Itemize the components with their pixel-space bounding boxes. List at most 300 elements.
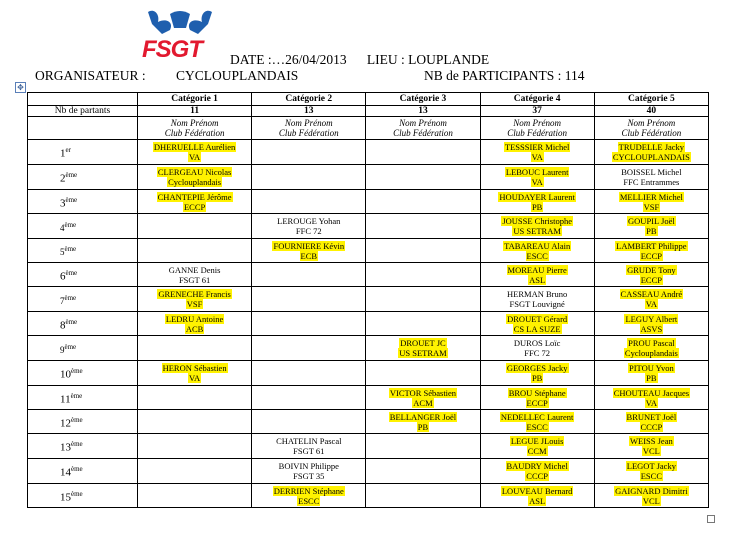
rider-cell (138, 386, 252, 410)
rider-cell (138, 459, 252, 484)
rider-club-text: VA (531, 152, 543, 162)
rider-cell (594, 459, 708, 484)
rider-name-text: MOREAU Pierre (507, 264, 567, 275)
rider-name (366, 338, 479, 348)
subheader-line1: Nom Prénom (513, 118, 562, 128)
rider-name (481, 167, 594, 177)
placing-row (28, 312, 709, 336)
rider-club-text: FFC Entrammes (623, 177, 680, 187)
subheader-line1: Nom Prénom (627, 118, 676, 128)
rider-club-text: CYCLOUPLANDAIS (612, 152, 690, 162)
rider-club-text: PB (646, 226, 657, 236)
rider-cell (480, 214, 594, 239)
place-suffix: ème (64, 342, 77, 351)
place-cell (28, 361, 138, 386)
rider-name (595, 241, 708, 251)
subheader-line2: Club Fédération (164, 128, 225, 138)
rider-club-text: ACB (185, 323, 204, 334)
rider-name-text: CHOUTEAU Jacques (613, 387, 690, 398)
rider-club (481, 373, 594, 383)
rider-club (481, 275, 594, 285)
rider-name-text: PROU Pascal (628, 338, 675, 348)
rider-cell (480, 361, 594, 386)
place-suffix: ème (71, 367, 83, 376)
corner-cell (28, 93, 138, 106)
rider-name (595, 412, 708, 422)
rider-club (481, 226, 594, 236)
rider-club-text: FSGT 61 (178, 274, 211, 285)
rider-club-text: Cyclouplandais (168, 177, 222, 187)
rider-cell (594, 165, 708, 190)
rider-name (481, 192, 594, 202)
rider-name-text: BRUNET Joël (626, 411, 677, 422)
rider-name (138, 192, 251, 202)
rider-name (481, 338, 594, 348)
rider-club-text: ESCC (298, 495, 320, 506)
rider-name-text: CHANTEPIE Jérôme (157, 191, 232, 202)
rider-cell (138, 239, 252, 263)
rider-cell (252, 336, 366, 361)
placing-row (28, 214, 709, 239)
rider-club-text: ACM (413, 397, 433, 408)
rider-name-text: DROUET Gérard (507, 313, 568, 324)
rider-cell (594, 361, 708, 386)
rider-cell (366, 361, 480, 386)
place-cell (28, 263, 138, 287)
rider-cell (138, 484, 252, 508)
rider-cell (480, 287, 594, 312)
rider-cell (366, 312, 480, 336)
place-suffix: ème (65, 317, 78, 326)
place-number: 8 (60, 319, 66, 332)
category-3-header: Catégorie 3 (366, 93, 480, 106)
placing-row (28, 190, 709, 214)
placing-row (28, 434, 709, 459)
rider-club (595, 348, 708, 358)
rider-cell (594, 239, 708, 263)
rider-cell (252, 287, 366, 312)
placing-row (28, 484, 709, 508)
rider-name (481, 241, 594, 251)
rider-club-text: VSF (643, 201, 660, 212)
place-cell (28, 434, 138, 459)
rider-name-text: TRUDELLE Jacky (618, 142, 685, 152)
rider-name-text: GEORGES Jacky (506, 363, 568, 373)
placing-row (28, 165, 709, 190)
place-cell (28, 459, 138, 484)
place-number: 12 (60, 417, 71, 430)
rider-cell (366, 336, 480, 361)
rider-name-text: LEROUGE Yohan (277, 216, 341, 226)
place-number: 11 (60, 393, 71, 406)
rider-cell (138, 336, 252, 361)
rider-club-text: FSGT 35 (293, 471, 325, 481)
rider-club-text: VA (189, 152, 201, 162)
place-cell (28, 386, 138, 410)
rider-cell (480, 312, 594, 336)
rider-name (481, 289, 594, 299)
rider-club (595, 251, 708, 261)
rider-cell (480, 484, 594, 508)
rider-cell (594, 434, 708, 459)
rider-cell (480, 165, 594, 190)
rider-cell (252, 312, 366, 336)
rider-name-text: BOISSEL Michel (621, 167, 682, 177)
rider-club-text: VA (189, 373, 201, 383)
rider-club (595, 299, 708, 309)
placing-row (28, 410, 709, 434)
place-cell (28, 239, 138, 263)
placing-row (28, 336, 709, 361)
subheader-cat-3 (366, 117, 480, 140)
count-cat-1: 11 (138, 106, 252, 117)
rider-name (252, 216, 365, 226)
rider-club (252, 446, 365, 456)
rider-name-text: CHATELIN Pascal (276, 436, 342, 446)
rider-club (595, 177, 708, 187)
rider-name-text: NEDELLEC Laurent (500, 411, 574, 422)
rider-cell (252, 239, 366, 263)
placing-row (28, 361, 709, 386)
date-location-line: DATE :…26/04/2013 LIEU : LOUPLANDE (230, 52, 490, 67)
table-move-handle-icon[interactable]: ✥ (15, 82, 26, 93)
place-number: 4 (60, 222, 65, 233)
rider-cell (480, 386, 594, 410)
place-suffix: er (65, 146, 71, 155)
rider-cell (480, 190, 594, 214)
category-4-header: Catégorie 4 (480, 93, 594, 106)
count-row (28, 106, 709, 117)
rider-name-text: TABAREAU Alain (504, 240, 571, 251)
rider-name-text: DERRIEN Stéphane (273, 485, 344, 496)
rider-club-text: CCCP (526, 471, 549, 481)
rider-name (138, 167, 251, 177)
subheader-line1: Nom Prénom (399, 118, 447, 128)
rider-club (138, 275, 251, 285)
rider-club (595, 275, 708, 285)
place-cell (28, 484, 138, 508)
rider-club (481, 152, 594, 162)
place-suffix: ème (71, 415, 83, 424)
rider-club-text: PB (417, 421, 429, 432)
rider-name-text: JOUSSE Christophe (502, 216, 572, 226)
place-suffix: ème (64, 245, 77, 253)
fsgt-logo-text: FSGT (142, 36, 202, 63)
rider-name (252, 436, 365, 446)
rider-cell (252, 410, 366, 434)
place-number: 3 (60, 197, 66, 210)
rider-cell (138, 287, 252, 312)
place-cell (28, 165, 138, 190)
rider-club (595, 422, 708, 432)
rider-club (138, 324, 251, 334)
rider-name-text: LEGOT Jacky (626, 461, 676, 471)
rider-club-text: VSF (186, 299, 203, 309)
place-cell (28, 214, 138, 239)
rider-cell (138, 410, 252, 434)
rider-club (481, 299, 594, 309)
rider-name (252, 486, 365, 496)
rider-cell (366, 239, 480, 263)
rider-cell (366, 484, 480, 508)
place-number: 1 (60, 147, 66, 160)
rider-club-text: ECB (300, 250, 318, 261)
place-suffix: ème (70, 391, 83, 400)
rider-name-text: CASSEAU André (620, 289, 683, 299)
rider-name (595, 461, 708, 471)
category-1-header: Catégorie 1 (138, 93, 252, 106)
rider-cell (594, 190, 708, 214)
rider-cell (366, 434, 480, 459)
rider-club (138, 202, 251, 212)
rider-club (252, 496, 365, 506)
rider-club (481, 348, 594, 358)
rider-cell (138, 312, 252, 336)
rider-club (481, 398, 594, 408)
rider-cell (138, 263, 252, 287)
rider-club (366, 348, 479, 358)
rider-name (481, 216, 594, 226)
category-2-header: Catégorie 2 (252, 93, 366, 106)
rider-name-text: GRUDE Tony (627, 264, 676, 275)
place-number: 6 (60, 270, 66, 283)
rider-club-text: ECCP (183, 201, 206, 212)
rider-club (366, 422, 479, 432)
rider-cell (594, 312, 708, 336)
rider-name (595, 363, 708, 373)
subheader-line1: Nom Prénom (284, 118, 333, 128)
subheader-cat-4 (480, 117, 594, 140)
rider-cell (252, 263, 366, 287)
place-suffix: ème (65, 195, 78, 204)
rider-cell (252, 459, 366, 484)
rider-club (138, 152, 251, 162)
rider-name-text: TESSSIER Michel (504, 142, 570, 152)
rider-name (595, 216, 708, 226)
rider-cell (252, 434, 366, 459)
rider-name (252, 241, 365, 251)
results-table (27, 92, 709, 508)
rider-club-text: ASL (529, 274, 546, 285)
rider-cell (480, 410, 594, 434)
rider-name (138, 363, 251, 373)
rider-club (481, 496, 594, 506)
table-resize-handle-icon[interactable] (707, 515, 715, 523)
placing-row (28, 140, 709, 165)
rider-name-text: PITOU Yvon (629, 363, 674, 373)
rider-club (138, 373, 251, 383)
rider-club-text: VA (531, 177, 543, 187)
rider-name-text: LEDRU Antoine (165, 313, 224, 324)
rider-club-text: FFC 72 (524, 348, 551, 358)
rider-cell (252, 214, 366, 239)
participants-count: NB de PARTICIPANTS : 114 (424, 68, 585, 83)
rider-name-text: VICTOR Sébastien (389, 387, 457, 398)
rider-club (595, 152, 708, 162)
rider-cell (480, 336, 594, 361)
rider-name (595, 289, 708, 299)
placing-row (28, 287, 709, 312)
rider-name-text: GRENECHE Francis (158, 289, 231, 299)
rider-name (481, 486, 594, 496)
rider-cell (594, 263, 708, 287)
place-number: 15 (60, 491, 71, 504)
rider-club (595, 496, 708, 506)
rider-name-text: HERMAN Bruno (507, 289, 568, 299)
rider-club (138, 177, 251, 187)
rider-name (595, 436, 708, 446)
rider-name-text: LOUVEAU Bernard (501, 485, 573, 496)
rider-club-text: PB (531, 373, 543, 383)
rider-name-text: DUROS Loïc (513, 338, 561, 348)
rider-club-text: ASL (529, 495, 546, 506)
subheader-line1: Nom Prénom (170, 118, 219, 128)
rider-cell (480, 459, 594, 484)
rider-cell (366, 140, 480, 165)
place-suffix: ème (65, 268, 78, 277)
rider-cell (252, 190, 366, 214)
subheader-line2: Club Fédération (507, 128, 568, 138)
rider-name (481, 388, 594, 398)
rider-club-text: US SETRAM (399, 348, 447, 358)
subheader-cat-5 (594, 117, 708, 140)
rider-cell (252, 140, 366, 165)
rider-name (595, 486, 708, 496)
place-suffix: ème (65, 171, 78, 180)
rider-club-text: ESCC (526, 250, 548, 261)
rider-name-text: DHERUELLE Aurélien (153, 142, 236, 152)
place-cell (28, 312, 138, 336)
rider-club-text: ECCP (640, 274, 662, 285)
rider-club (481, 251, 594, 261)
rider-name (595, 167, 708, 177)
rider-club (366, 398, 479, 408)
rider-name (595, 314, 708, 324)
rider-club-text: ASVS (640, 323, 663, 334)
rider-club (595, 398, 708, 408)
rider-cell (366, 214, 480, 239)
rider-name (481, 412, 594, 422)
place-suffix: ème (71, 440, 83, 449)
place-cell (28, 140, 138, 165)
subheader-line2: Club Fédération (393, 128, 453, 138)
count-cat-3: 13 (366, 106, 480, 117)
rider-club (481, 422, 594, 432)
rider-cell (366, 410, 480, 434)
category-5-header: Catégorie 5 (594, 93, 708, 106)
rider-name (138, 265, 251, 275)
place-number: 9 (60, 344, 65, 355)
rider-name (481, 461, 594, 471)
organisateur-value: CYCLOUPLANDAIS (176, 68, 299, 83)
category-header-row (28, 93, 709, 106)
subheader-line2: Club Fédération (278, 128, 339, 138)
place-cell (28, 190, 138, 214)
rider-club-text: ESCC (526, 421, 548, 432)
organisateur-label: ORGANISATEUR : (35, 68, 146, 83)
rider-club (252, 226, 365, 236)
rider-club (481, 446, 594, 456)
rider-name-text: CLERGEAU Nicolas (157, 167, 232, 177)
rider-club (595, 202, 708, 212)
rider-name-text: HOUDAYER Laurent (499, 191, 575, 202)
rider-cell (366, 459, 480, 484)
rider-cell (594, 336, 708, 361)
rider-club (481, 324, 594, 334)
rider-name-text: GANNE Denis (168, 264, 221, 275)
rider-name-text: LEBOUC Laurent (505, 167, 569, 177)
rider-club (595, 373, 708, 383)
place-suffix: ème (64, 220, 77, 229)
rider-club-text: Cyclouplandais (624, 348, 678, 358)
rider-club-text: CCCP (640, 421, 663, 432)
rider-club-text: FSGT Louvigné (509, 299, 565, 309)
rider-name (366, 412, 479, 422)
rider-cell (252, 484, 366, 508)
place-suffix: ème (71, 465, 83, 474)
rider-name-text: WEISS Jean (630, 436, 673, 446)
rider-name (138, 314, 251, 324)
rider-cell (480, 263, 594, 287)
rider-name (481, 363, 594, 373)
rider-club-text: CCM (527, 446, 547, 456)
rider-name (595, 265, 708, 275)
place-number: 7 (60, 295, 65, 306)
place-suffix: ème (71, 489, 83, 498)
subheader-line2: Club Fédération (621, 128, 682, 138)
rider-cell (138, 361, 252, 386)
subheader-cat-1 (138, 117, 252, 140)
place-number: 14 (60, 466, 71, 479)
rider-club (595, 324, 708, 334)
rider-name (481, 436, 594, 446)
rider-cell (366, 263, 480, 287)
rider-cell (138, 434, 252, 459)
rider-name (595, 338, 708, 348)
rider-name (595, 142, 708, 152)
rider-club-text: US SETRAM (513, 226, 561, 236)
rider-cell (252, 386, 366, 410)
rider-name-text: BAUDRY Michel (506, 461, 568, 471)
rider-name-text: BOIVIN Philippe (278, 461, 339, 471)
rider-club (595, 471, 708, 481)
rider-cell (366, 190, 480, 214)
rider-club (481, 202, 594, 212)
count-cat-2: 13 (252, 106, 366, 117)
nb-partants-label: Nb de partants (28, 106, 138, 117)
rider-cell (594, 484, 708, 508)
place-number: 5 (60, 247, 65, 257)
rider-cell (366, 386, 480, 410)
placing-row (28, 263, 709, 287)
rider-name-text: GAIGNARD Dimitri (615, 485, 688, 496)
rider-club-text: VCL (642, 495, 660, 506)
placing-row (28, 459, 709, 484)
place-cell (28, 287, 138, 312)
rider-cell (480, 239, 594, 263)
rider-name (252, 461, 365, 471)
rider-name-text: MELLIER Michel (619, 191, 683, 202)
rider-club (252, 471, 365, 481)
rider-name (366, 388, 479, 398)
rider-name (138, 289, 251, 299)
rider-club-text: ECCP (526, 397, 548, 408)
subheader-row (28, 117, 709, 140)
rider-cell (252, 361, 366, 386)
rider-club-text: ECCP (640, 250, 662, 261)
rider-name-text: FOURNIERE Kévin (273, 240, 345, 251)
rider-name (481, 265, 594, 275)
